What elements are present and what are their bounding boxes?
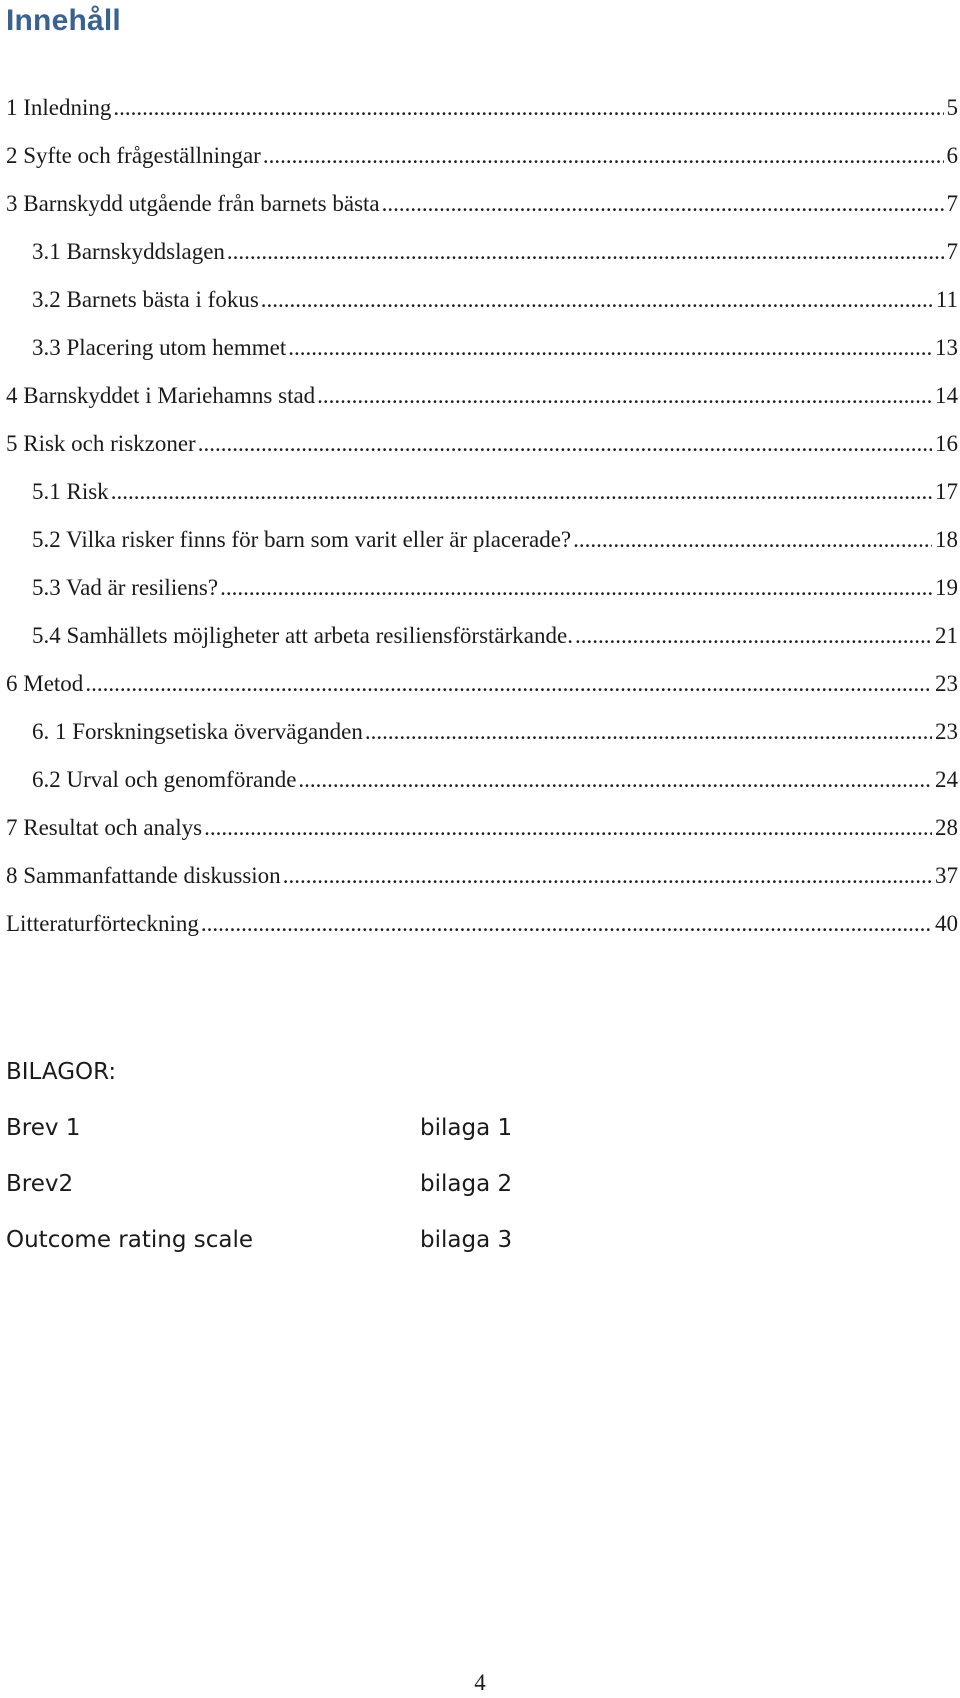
toc-entry[interactable] bbox=[6, 328, 958, 376]
toc-entry-title: 4 Barnskyddet i Mariehamns stad bbox=[6, 383, 316, 408]
toc-entry[interactable] bbox=[6, 232, 958, 280]
dot-leader bbox=[198, 424, 932, 464]
attachment-reference: bilaga 2 bbox=[420, 1171, 513, 1197]
toc-entry-page-number: 23 bbox=[935, 671, 958, 696]
attachment-name: Outcome rating scale bbox=[6, 1227, 253, 1253]
toc-entry-page-number: 17 bbox=[935, 479, 958, 504]
toc-entry[interactable] bbox=[6, 136, 958, 184]
dot-leader bbox=[85, 664, 932, 704]
attachments-heading: BILAGOR: bbox=[6, 1059, 117, 1085]
attachment-name: Brev2 bbox=[6, 1171, 74, 1197]
toc-entry[interactable] bbox=[6, 760, 958, 808]
toc-entry-title: 3 Barnskydd utgående från barnets bästa bbox=[6, 191, 380, 216]
toc-entry-title: 5 Risk och riskzoner bbox=[6, 431, 196, 456]
toc-entry-title: 5.4 Samhällets möjligheter att arbeta resiliensförstärkande. bbox=[32, 623, 573, 648]
toc-entry-title: 6.2 Urval och genomförande bbox=[32, 767, 297, 792]
attachment-reference: bilaga 1 bbox=[420, 1115, 513, 1141]
toc-entry[interactable] bbox=[6, 664, 958, 712]
toc-entry-title: 3.1 Barnskyddslagen bbox=[32, 239, 225, 264]
toc-entry-title: 6 Metod bbox=[6, 671, 84, 696]
toc-entry-page-number: 19 bbox=[935, 575, 958, 600]
toc-entry-page-number: 23 bbox=[935, 719, 958, 744]
toc-entry[interactable] bbox=[6, 184, 958, 232]
toc-entry[interactable] bbox=[6, 376, 958, 424]
attachment-row bbox=[6, 1164, 512, 1220]
toc-entry-title: Litteraturförteckning bbox=[6, 911, 199, 936]
dot-leader bbox=[111, 472, 932, 512]
toc-entry-page-number: 7 bbox=[946, 191, 958, 216]
attachments-section bbox=[6, 1052, 512, 1276]
toc-entry-page-number: 6 bbox=[946, 143, 958, 168]
toc-entry[interactable] bbox=[6, 616, 958, 664]
dot-leader bbox=[573, 520, 932, 560]
dot-leader bbox=[113, 88, 943, 128]
toc-entry[interactable] bbox=[6, 520, 958, 568]
dot-leader bbox=[201, 904, 932, 944]
toc-entry[interactable] bbox=[6, 88, 958, 136]
toc-entry-page-number: 18 bbox=[935, 527, 958, 552]
dot-leader bbox=[227, 232, 944, 272]
toc-entry[interactable] bbox=[6, 280, 958, 328]
dot-leader bbox=[365, 712, 932, 752]
toc-entry-page-number: 5 bbox=[946, 95, 958, 120]
page-number: 4 bbox=[474, 1670, 486, 1695]
toc-entry-page-number: 21 bbox=[935, 623, 958, 648]
toc-entry-title: 7 Resultat och analys bbox=[6, 815, 203, 840]
toc-entry-title: 3.3 Placering utom hemmet bbox=[32, 335, 287, 360]
toc-entry-title: 1 Inledning bbox=[6, 95, 112, 120]
toc-entry-title: 2 Syfte och frågeställningar bbox=[6, 143, 261, 168]
toc-entry-title: 8 Sammanfattande diskussion bbox=[6, 863, 281, 888]
toc-entry-page-number: 28 bbox=[935, 815, 958, 840]
toc-entry-page-number: 40 bbox=[935, 911, 958, 936]
toc-entry-title: 5.3 Vad är resiliens? bbox=[32, 575, 219, 600]
toc-entry-page-number: 24 bbox=[935, 767, 958, 792]
toc-entry-page-number: 14 bbox=[935, 383, 958, 408]
table-of-contents bbox=[6, 88, 958, 952]
dot-leader bbox=[261, 280, 933, 320]
toc-entry-page-number: 13 bbox=[935, 335, 958, 360]
toc-entry-page-number: 11 bbox=[935, 287, 958, 312]
dot-leader bbox=[288, 328, 932, 368]
dot-leader bbox=[298, 760, 932, 800]
document-page bbox=[6, 0, 960, 1698]
toc-entry-title: 5.1 Risk bbox=[32, 479, 109, 504]
attachment-name: Brev 1 bbox=[6, 1115, 81, 1141]
dot-leader bbox=[263, 136, 944, 176]
toc-entry[interactable] bbox=[6, 712, 958, 760]
toc-entry-page-number: 16 bbox=[935, 431, 958, 456]
toc-entry-title: 5.2 Vilka risker finns för barn som varit eller är placerade? bbox=[32, 527, 572, 552]
dot-leader bbox=[204, 808, 932, 848]
dot-leader bbox=[317, 376, 932, 416]
attachments-list bbox=[6, 1108, 512, 1276]
attachment-reference: bilaga 3 bbox=[420, 1227, 513, 1253]
toc-entry[interactable] bbox=[6, 904, 958, 952]
toc-entry-page-number: 7 bbox=[946, 239, 958, 264]
dot-leader bbox=[575, 616, 932, 656]
attachment-row bbox=[6, 1220, 512, 1276]
toc-entry-page-number: 37 bbox=[935, 863, 958, 888]
toc-entry[interactable] bbox=[6, 568, 958, 616]
toc-entry-title: 3.2 Barnets bästa i fokus bbox=[32, 287, 259, 312]
toc-entry[interactable] bbox=[6, 472, 958, 520]
toc-entry[interactable] bbox=[6, 424, 958, 472]
dot-leader bbox=[382, 184, 944, 224]
dot-leader bbox=[283, 856, 932, 896]
toc-entry[interactable] bbox=[6, 856, 958, 904]
toc-entry-title: 6. 1 Forskningsetiska överväganden bbox=[32, 719, 363, 744]
toc-entry[interactable] bbox=[6, 808, 958, 856]
toc-heading: Innehåll bbox=[6, 4, 121, 37]
dot-leader bbox=[220, 568, 932, 608]
attachment-row bbox=[6, 1108, 512, 1164]
